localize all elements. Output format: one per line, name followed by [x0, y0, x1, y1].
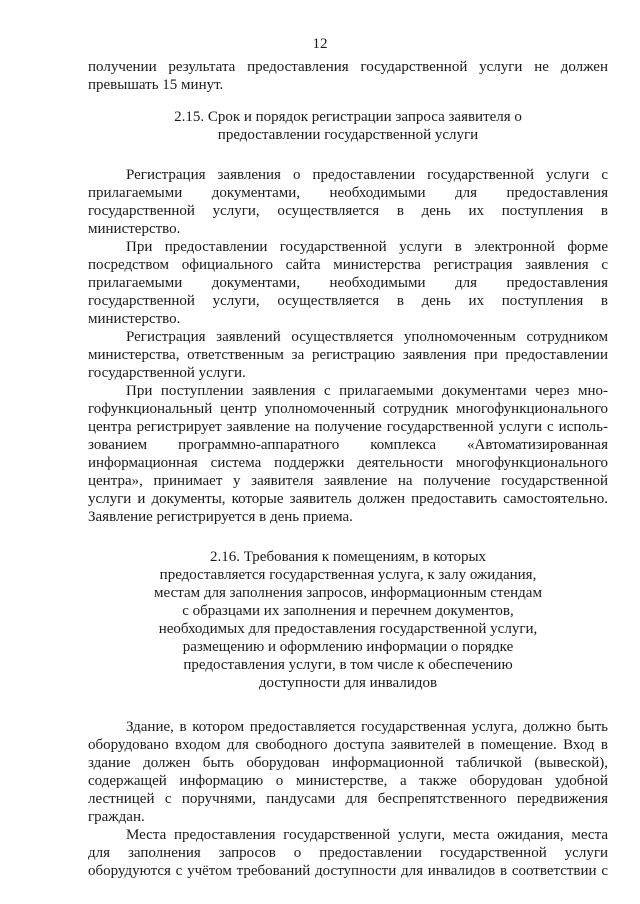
text-line: услуги и документы, которые заявитель должен предоставить самостоятельно.	[88, 491, 608, 507]
heading-line: с образцами их заполнения и перечнем документов,	[182, 603, 514, 619]
text-line: прилагаемыми документами, необходимыми для предоставления	[88, 275, 608, 291]
text-line: оборудуются с учётом требований доступности для инвалидов в соответствии с	[88, 863, 608, 879]
text-line: для заполнения запросов о предоставлении государственной услуги	[88, 845, 608, 861]
heading-line: 2.16. Требования к помещениям, в которых	[209, 549, 487, 565]
text-line: центра регистрирует заявление на получение государственной услуги с исполь-	[88, 419, 608, 435]
page-number: 12	[312, 36, 328, 52]
heading-line: предоставлении государственной услуги	[217, 127, 479, 143]
text-line: информационная система поддержки деятельности многофункционального	[88, 455, 608, 471]
heading-line: доступности для инвалидов	[258, 675, 438, 691]
text-line: Регистрация заявления о предоставлении государственной услуги с	[126, 167, 608, 183]
text-line: центра», принимает у заявителя заявление на получение государственной	[88, 473, 608, 489]
heading-line: местам для заполнения запросов, информационным стендам	[154, 585, 542, 601]
text-line: оборудовано входом для свободного доступа заявителей в помещение. Вход в	[88, 737, 608, 753]
text-line: посредством официального сайта министерства регистрация заявления с	[88, 257, 608, 273]
text-line: При поступлении заявления с прилагаемыми документами через мно-	[126, 383, 608, 399]
text-line: лестницей с поручнями, пандусами для беспрепятственного передвижения	[88, 791, 608, 807]
section-heading-2-15	[88, 108, 608, 144]
text-line: прилагаемыми документами, необходимыми для предоставления	[88, 185, 608, 201]
text-line: При предоставлении государственной услуги в электронной форме	[126, 239, 608, 255]
text-line: министерство.	[88, 311, 181, 327]
paragraph-1	[88, 166, 608, 238]
text-line: здание должен быть оборудован информационной табличкой (вывеской),	[88, 755, 608, 771]
paragraph-5	[88, 718, 608, 826]
text-line: государственной услуги.	[88, 365, 246, 381]
paragraph-intro	[88, 58, 608, 94]
text-line: Заявление регистрируется в день приема.	[88, 509, 353, 525]
text-line: государственной услуги, осуществляется в день их поступления в	[88, 203, 608, 219]
heading-line: предоставляется государственная услуга, к залу ожидания,	[159, 567, 537, 583]
text-line: получении результата предоставления государственной услуги не должен	[88, 59, 608, 75]
heading-line: предоставления услуги, в том числе к обеспечению	[183, 657, 513, 673]
text-line: министерства, ответственным за регистрацию заявления при предоставлении	[88, 347, 608, 363]
text-line: гофункциональный центр уполномоченный сотрудник многофункционального	[88, 401, 608, 417]
paragraph-3	[88, 328, 608, 382]
section-heading-2-16	[88, 548, 608, 692]
text-line: превышать 15 минут.	[88, 77, 224, 93]
text-line: граждан.	[88, 809, 145, 825]
heading-line: размещению и оформлению информации о порядке	[182, 639, 514, 655]
text-line: зованием программно-аппаратного комплекса «Автоматизированная	[88, 437, 608, 453]
paragraph-2	[88, 238, 608, 328]
text-line: Регистрация заявлений осуществляется уполномоченным сотрудником	[126, 329, 608, 345]
text-line: министерство.	[88, 221, 181, 237]
heading-line: 2.15. Срок и порядок регистрации запроса заявителя о	[174, 109, 522, 125]
page-content	[88, 58, 608, 880]
heading-line: необходимых для предоставления государственной услуги,	[158, 621, 538, 637]
paragraph-6	[88, 826, 608, 880]
text-line: Места предоставления государственной услуги, места ожидания, места	[126, 827, 608, 843]
text-line: государственной услуги, осуществляется в день их поступления в	[88, 293, 608, 309]
paragraph-4	[88, 382, 608, 526]
text-line: содержащей информацию о министерстве, а также оборудован удобной	[88, 773, 608, 789]
text-line: Здание, в котором предоставляется государственная услуга, должно быть	[126, 719, 608, 735]
